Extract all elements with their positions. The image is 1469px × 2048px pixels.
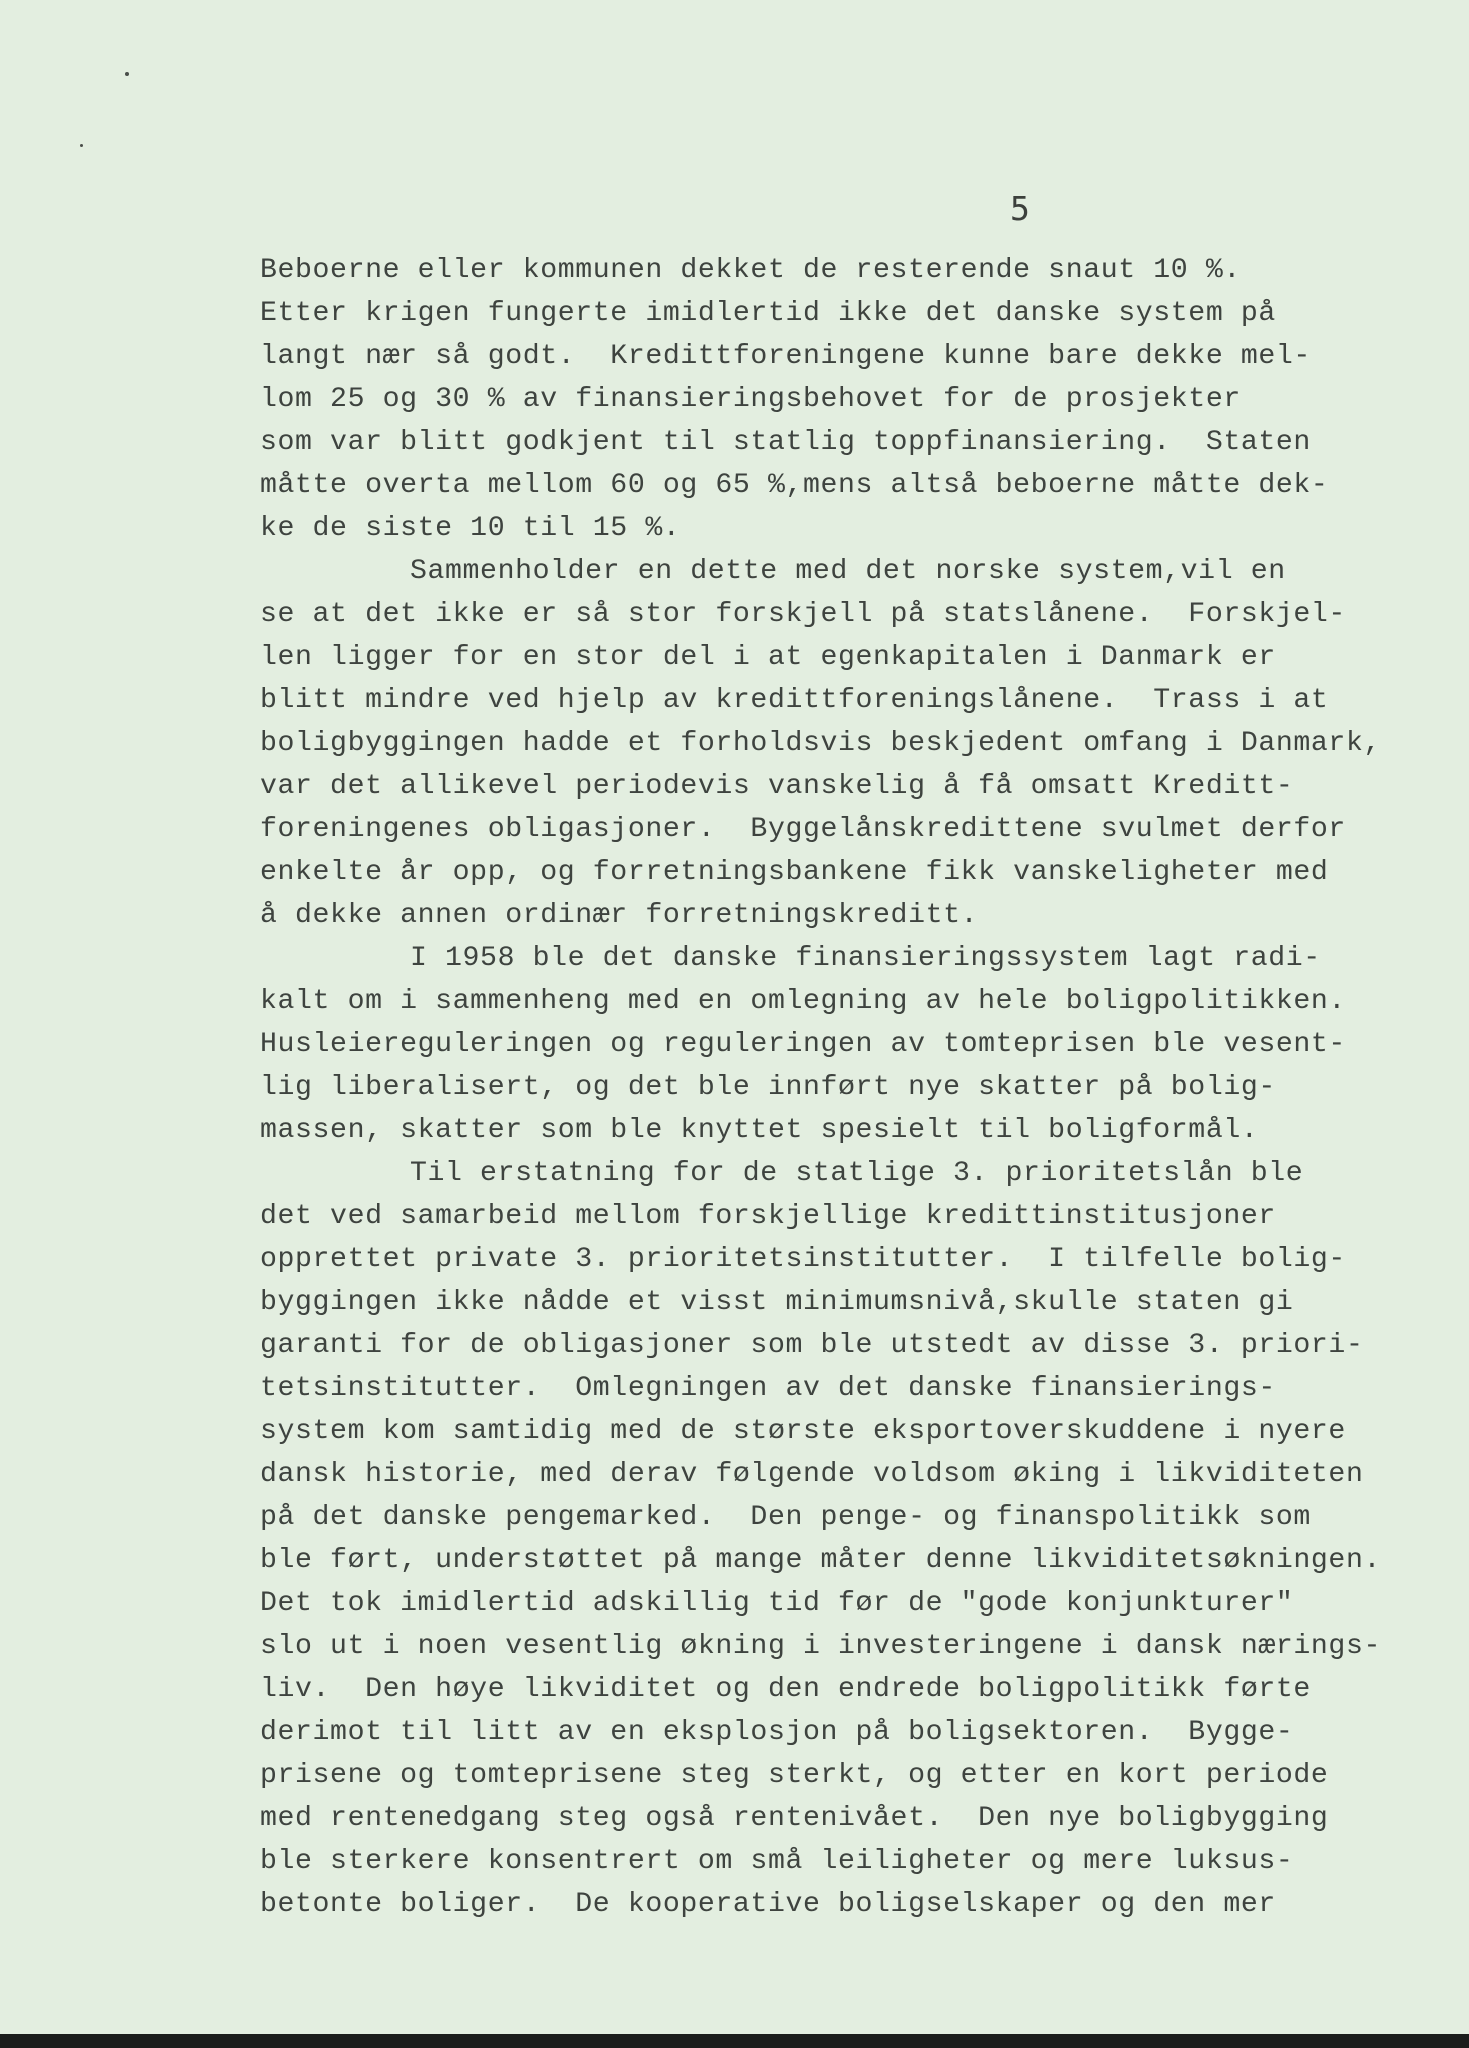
- text-line: slo ut i noen vesentlig økning i investeringene i dansk nærings-: [260, 1631, 1381, 1662]
- text-line: massen, skatter som ble knyttet spesielt til boligformål.: [260, 1115, 1259, 1146]
- text-line: Beboerne eller kommunen dekket de resterende snaut 10 %.: [260, 255, 1241, 286]
- text-line: lig liberalisert, og det ble innført nye skatter på bolig-: [260, 1072, 1276, 1103]
- text-line: ble ført, understøttet på mange måter denne likviditetsøkningen.: [260, 1545, 1381, 1576]
- text-line: Til erstatning for de statlige 3. prioritetslån ble: [410, 1158, 1304, 1189]
- paper-speck: [125, 72, 129, 76]
- text-line: boligbyggingen hadde et forholdsvis beskjedent omfang i Danmark,: [260, 728, 1381, 759]
- text-line: på det danske pengemarked. Den penge- og finanspolitikk som: [260, 1502, 1311, 1533]
- page-number: 5: [1010, 189, 1030, 228]
- text-line: som var blitt godkjent til statlig toppfinansiering. Staten: [260, 427, 1311, 458]
- text-line: var det allikevel periodevis vanskelig å få omsatt Kreditt-: [260, 771, 1294, 802]
- text-line: garanti for de obligasjoner som ble utstedt av disse 3. priori-: [260, 1330, 1364, 1361]
- text-line: byggingen ikke nådde et visst minimumsnivå,skulle staten gi: [260, 1287, 1294, 1318]
- text-line: Det tok imidlertid adskillig tid før de "gode konjunkturer": [260, 1588, 1294, 1619]
- text-line: len ligger for en stor del i at egenkapitalen i Danmark er: [260, 642, 1276, 673]
- text-line: med rentenedgang steg også rentenivået. Den nye boligbygging: [260, 1803, 1329, 1834]
- text-line: opprettet private 3. prioritetsinstitutter. I tilfelle bolig-: [260, 1244, 1346, 1275]
- text-line: Husleiereguleringen og reguleringen av tomteprisen ble vesent-: [260, 1029, 1346, 1060]
- text-line: se at det ikke er så stor forskjell på statslånene. Forskjel-: [260, 599, 1346, 630]
- text-line: tetsinstitutter. Omlegningen av det danske finansierings-: [260, 1373, 1276, 1404]
- text-line: å dekke annen ordinær forretningskreditt.: [260, 900, 979, 931]
- text-line: blitt mindre ved hjelp av kredittforeningslånene. Trass i at: [260, 685, 1329, 716]
- text-line: dansk historie, med derav følgende voldsom øking i likviditeten: [260, 1459, 1364, 1490]
- text-line: langt nær så godt. Kredittforeningene kunne bare dekke mel-: [260, 341, 1311, 372]
- text-line: måtte overta mellom 60 og 65 %,mens altså beboerne måtte dek-: [260, 470, 1329, 501]
- text-line: Etter krigen fungerte imidlertid ikke det danske system på: [260, 298, 1276, 329]
- text-line: prisene og tomteprisene steg sterkt, og etter en kort periode: [260, 1760, 1329, 1791]
- text-line: enkelte år opp, og forretningsbankene fikk vanskeligheter med: [260, 857, 1329, 888]
- paper-speck: [80, 144, 83, 147]
- text-line: lom 25 og 30 % av finansieringsbehovet for de prosjekter: [260, 384, 1241, 415]
- text-line: betonte boliger. De kooperative boligselskaper og den mer: [260, 1889, 1276, 1920]
- text-line: system kom samtidig med de største eksportoverskuddene i nyere: [260, 1416, 1346, 1447]
- text-line: det ved samarbeid mellom forskjellige kredittinstitusjoner: [260, 1201, 1276, 1232]
- text-line: ble sterkere konsentrert om små leiligheter og mere luksus-: [260, 1846, 1294, 1877]
- text-line: derimot til litt av en eksplosjon på boligsektoren. Bygge-: [260, 1717, 1294, 1748]
- text-line: Sammenholder en dette med det norske system,vil en: [410, 556, 1286, 587]
- text-line: kalt om i sammenheng med en omlegning av hele boligpolitikken.: [260, 986, 1346, 1017]
- text-line: liv. Den høye likviditet og den endrede boligpolitikk førte: [260, 1674, 1311, 1705]
- text-line: ke de siste 10 til 15 %.: [260, 513, 681, 544]
- scan-border: [0, 2034, 1469, 2048]
- text-line: I 1958 ble det danske finansieringssystem lagt radi-: [410, 943, 1321, 974]
- text-line: foreningenes obligasjoner. Byggelånskredittene svulmet derfor: [260, 814, 1346, 845]
